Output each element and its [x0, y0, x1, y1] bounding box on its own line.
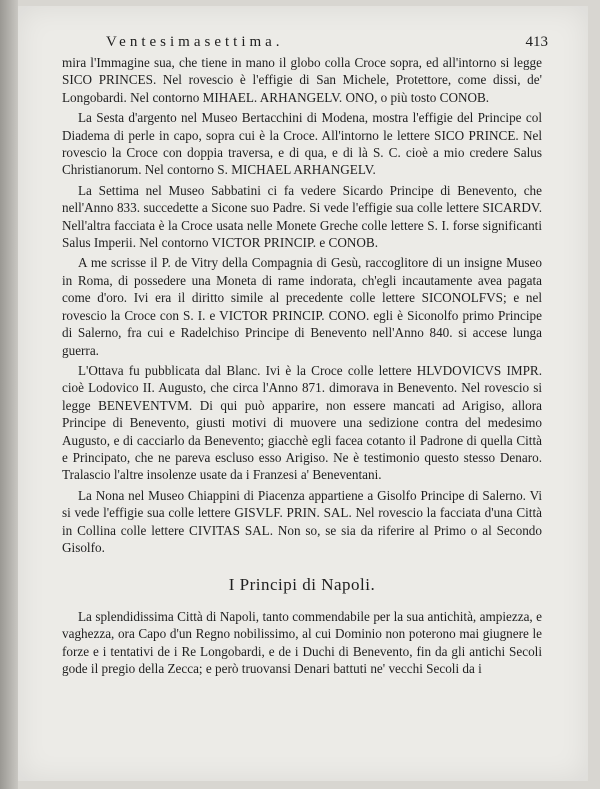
- book-page: [18, 6, 588, 781]
- page-body: [62, 54, 542, 680]
- paragraph: L'Ottava fu pubblicata dal Blanc. Ivi è la Croce colle lettere HLVDOVICVS IMPR. cioè Lodovico II. Augusto, che circa l'Anno 871. dimorava in Benevento. Nel rovescio si legge BENEVENTVM. Di qui può apparire, non essere mancati ad Arigiso, allora Principe di Benevento, giusti motivi di muovere una sedizione contra del medesimo Augusto, e di cacciarlo da Benevento; giacchè egli facea cotanto il Padrone di quella Città e Principato, che ne pareva escluso esso Arigiso. Ne è testimonio questo stesso Denaro. Tralascio l'altre insolenze usate da i Franzesi a' Beneventani.: [62, 362, 542, 483]
- running-title: Ventesimasettima.: [106, 34, 284, 50]
- page-number: 413: [525, 34, 548, 50]
- book-gutter: [0, 0, 18, 789]
- paragraph: La Settima nel Museo Sabbatini ci fa vedere Sicardo Principe di Benevento, che nell'Anno 833. succedette a Sicone suo Padre. Si vede l'effigie sua colle lettere SICARDV. Nell'altra facciata è la Croce usata nelle Monete Greche colle lettere S. I. forse significanti Salus Imperii. Nel contorno VICTOR PRINCIP. e CONOB.: [62, 182, 542, 251]
- paragraph: La Nona nel Museo Chiappini di Piacenza appartiene a Gisolfo Principe di Salerno. Vi si vede l'effigie sua colle lettere GISVLF. PRIN. SAL. Nel rovescio la facciata d'una Città in Collina colle lettere CIVITAS SAL. Non so, se sia da riferire al Primo o al Secondo Gisolfo.: [62, 487, 542, 555]
- page-header: [18, 34, 588, 56]
- paragraph: La splendidissima Città di Napoli, tanto commendabile per la sua antichità, ampiezza, e vaghezza, ora Capo d'un Regno nobilissimo, al cui Dominio non poterono mai giugnere le forze e i tentativi de i Re Longobardi, e de i Duchi di Benevento, fin da gli antichi Secoli gode il pregio della Zecca; e però truovansi Denari battuti ne' vecchi Secoli da i: [62, 608, 542, 676]
- paragraph: mira l'Immagine sua, che tiene in mano il globo colla Croce sopra, ed all'intorno si legge SICO PRINCES. Nel rovescio è l'effigie di San Michele, Protettore, come dissi, de' Longobardi. Nel contorno MIHAEL. ARHANGELV. ONO, o più tosto CONOB.: [62, 55, 542, 105]
- paragraph: A me scrisse il P. de Vitry della Compagnia di Gesù, raccoglitore di un insigne Museo in Roma, di possedere una Moneta di rame indorata, ch'egli incautamente avea pagata come d'oro. Ivi era il diritto simile al precedente colle lettere SICONOLFVS; e nel rovescio la Croce con S. I. e VICTOR PRINCIP. CONO. egli è Siconolfo primo Principe di Salerno, fra cui e Radelchiso Principe di Benevento nell'Anno 840. si accese lunga guerra.: [62, 255, 542, 358]
- section-title: I Principi di Napoli.: [228, 575, 376, 595]
- paragraph: La Sesta d'argento nel Museo Bertacchini di Modena, mostra l'effigie del Principe col Diadema di perle in capo, sopra cui è la Croce. All'intorno le lettere SICO PRINCE. Nel rovescio la Croce con doppia traversa, e di qua, e di là S. C. cioè a mio credere Salus Christianorum. Nel contorno S. MICHAEL ARHANGELV.: [62, 110, 542, 178]
